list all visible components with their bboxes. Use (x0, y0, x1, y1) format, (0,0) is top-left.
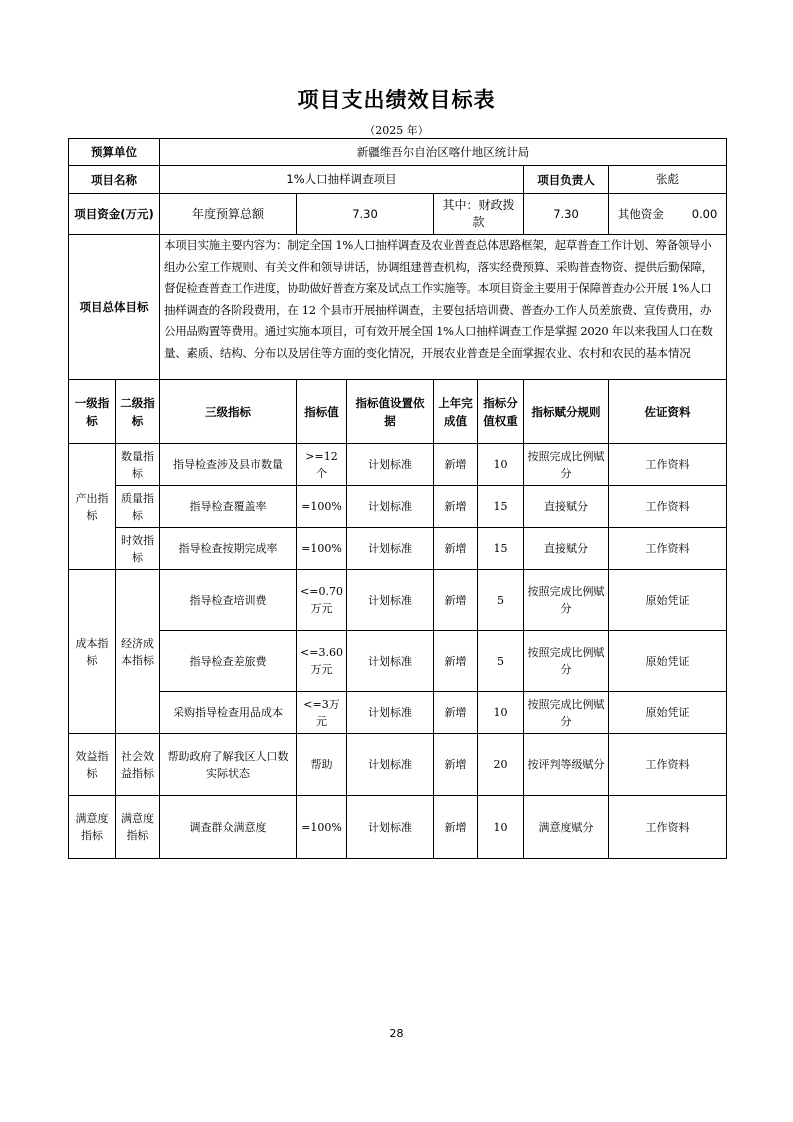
row-level3: 指导检查涉及县市数量 (160, 444, 297, 486)
funds-row (69, 194, 727, 235)
row-evidence: 工作资料 (609, 444, 727, 486)
row-weight: 10 (478, 444, 524, 486)
row-basis: 计划标准 (347, 486, 434, 528)
table-row (69, 444, 727, 486)
group-benefit: 效益指标 (69, 734, 116, 796)
row-rule: 直接赋分 (524, 486, 609, 528)
row-last-year: 新增 (434, 631, 478, 692)
row-basis: 计划标准 (347, 570, 434, 631)
header-level1: 一级指标 (69, 380, 116, 444)
subgroup-quantity: 数量指标 (116, 444, 160, 486)
row-value: =100% (297, 796, 347, 859)
row-evidence: 原始凭证 (609, 631, 727, 692)
other-funds-value (609, 194, 727, 235)
row-last-year: 新增 (434, 528, 478, 570)
annual-budget-value: 7.30 (297, 194, 434, 235)
row-basis: 计划标准 (347, 444, 434, 486)
document-title: 项目支出绩效目标表 (297, 88, 496, 112)
funds-label: 项目资金(万元) (69, 194, 160, 235)
row-rule: 按照完成比例赋分 (524, 631, 609, 692)
row-evidence: 原始凭证 (609, 692, 727, 734)
table-row (69, 570, 727, 631)
annual-budget-label: 年度预算总额 (160, 194, 297, 235)
header-basis: 指标值设置依据 (347, 380, 434, 444)
table-row (69, 486, 727, 528)
page-number: 28 (389, 1027, 404, 1040)
row-rule: 按照完成比例赋分 (524, 444, 609, 486)
row-last-year: 新增 (434, 734, 478, 796)
row-rule: 按评判等级赋分 (524, 734, 609, 796)
table-row (69, 631, 727, 692)
row-value: >=12个 (297, 444, 347, 486)
row-level3: 指导检查差旅费 (160, 631, 297, 692)
row-last-year: 新增 (434, 444, 478, 486)
goal-row (69, 235, 727, 380)
row-weight: 20 (478, 734, 524, 796)
row-value: =100% (297, 486, 347, 528)
row-level3: 指导检查覆盖率 (160, 486, 297, 528)
row-rule: 满意度赋分 (524, 796, 609, 859)
row-last-year: 新增 (434, 486, 478, 528)
row-value: =100% (297, 528, 347, 570)
row-weight: 5 (478, 570, 524, 631)
header-value: 指标值 (297, 380, 347, 444)
header-level2: 二级指标 (116, 380, 160, 444)
row-basis: 计划标准 (347, 692, 434, 734)
row-evidence: 原始凭证 (609, 570, 727, 631)
row-level3: 指导检查培训费 (160, 570, 297, 631)
header-weight: 指标分值权重 (478, 380, 524, 444)
row-weight: 15 (478, 486, 524, 528)
indicator-header-row (69, 380, 727, 444)
table-row (69, 796, 727, 859)
goal-label: 项目总体目标 (69, 235, 160, 380)
row-rule: 按照完成比例赋分 (524, 692, 609, 734)
row-weight: 10 (478, 796, 524, 859)
row-rule: 按照完成比例赋分 (524, 570, 609, 631)
table-row (69, 734, 727, 796)
other-funds-amount: 0.00 (691, 206, 718, 221)
row-last-year: 新增 (434, 692, 478, 734)
header-evidence: 佐证资料 (609, 380, 727, 444)
unit-row (69, 139, 727, 166)
fiscal-allocation-label: 其中：财政拨款 (434, 194, 524, 235)
project-owner-label: 项目负责人 (524, 166, 609, 194)
row-level3: 采购指导检查用品成本 (160, 692, 297, 734)
project-owner-value: 张彪 (609, 166, 727, 194)
header-rule: 指标赋分规则 (524, 380, 609, 444)
performance-table (68, 138, 727, 859)
row-basis: 计划标准 (347, 734, 434, 796)
row-last-year: 新增 (434, 570, 478, 631)
unit-value: 新疆维吾尔自治区喀什地区统计局 (160, 139, 727, 166)
row-last-year: 新增 (434, 796, 478, 859)
row-basis: 计划标准 (347, 796, 434, 859)
subgroup-quality: 质量指标 (116, 486, 160, 528)
unit-label: 预算单位 (69, 139, 160, 166)
project-name-value: 1%人口抽样调查项目 (160, 166, 524, 194)
subgroup-social-benefit: 社会效益指标 (116, 734, 160, 796)
row-level3: 帮助政府了解我区人口数实际状态 (160, 734, 297, 796)
row-weight: 5 (478, 631, 524, 692)
group-satisfaction: 满意度指标 (69, 796, 116, 859)
project-row (69, 166, 727, 194)
subgroup-economic-cost: 经济成本指标 (116, 570, 160, 734)
row-weight: 15 (478, 528, 524, 570)
table-row (69, 528, 727, 570)
row-evidence: 工作资料 (609, 734, 727, 796)
document-year: （2025 年） (364, 124, 429, 137)
row-value: 帮助 (297, 734, 347, 796)
row-rule: 直接赋分 (524, 528, 609, 570)
row-evidence: 工作资料 (609, 796, 727, 859)
row-value: <=3.60万元 (297, 631, 347, 692)
group-output: 产出指标 (69, 444, 116, 570)
row-basis: 计划标准 (347, 528, 434, 570)
row-weight: 10 (478, 692, 524, 734)
row-basis: 计划标准 (347, 631, 434, 692)
goal-text: 本项目实施主要内容为：制定全国 1%人口抽样调查及农业普查总体思路框架，起草普查工作计划、筹备领导小组办公室工作规则、有关文件和领导讲话，协调组建普查机构，落实经费预算、采购普查物资、提供后勤保障，督促检查普查工作进度，协助做好普查方案及试点工作实施等。本项目资金主要用于保障普查办公开展 1%人口抽样调查的各阶段费用，在 12 个县市开展抽样调查，主要包括培训费、普查办工作人员差旅费、宣传费用，办公用品购置等费用。通过实施本项目，可有效开展全国 1%人口抽样调查工作是掌握 2020 年以来我国人口在数量、素质、结构、分布以及居住等方面的变化情况，开展农业普查是全面掌握农业、农村和农民的基本情况 (160, 235, 727, 380)
header-last-year: 上年完成值 (434, 380, 478, 444)
row-evidence: 工作资料 (609, 486, 727, 528)
row-level3: 调查群众满意度 (160, 796, 297, 859)
subgroup-satisfaction: 满意度指标 (116, 796, 160, 859)
other-funds-label: 其他资金 (617, 206, 664, 221)
project-name-label: 项目名称 (69, 166, 160, 194)
row-value: <=0.70万元 (297, 570, 347, 631)
group-cost: 成本指标 (69, 570, 116, 734)
row-value: <=3万元 (297, 692, 347, 734)
row-evidence: 工作资料 (609, 528, 727, 570)
row-level3: 指导检查按期完成率 (160, 528, 297, 570)
subgroup-timeliness: 时效指标 (116, 528, 160, 570)
fiscal-allocation-value: 7.30 (524, 194, 609, 235)
header-level3: 三级指标 (160, 380, 297, 444)
table-row (69, 692, 727, 734)
